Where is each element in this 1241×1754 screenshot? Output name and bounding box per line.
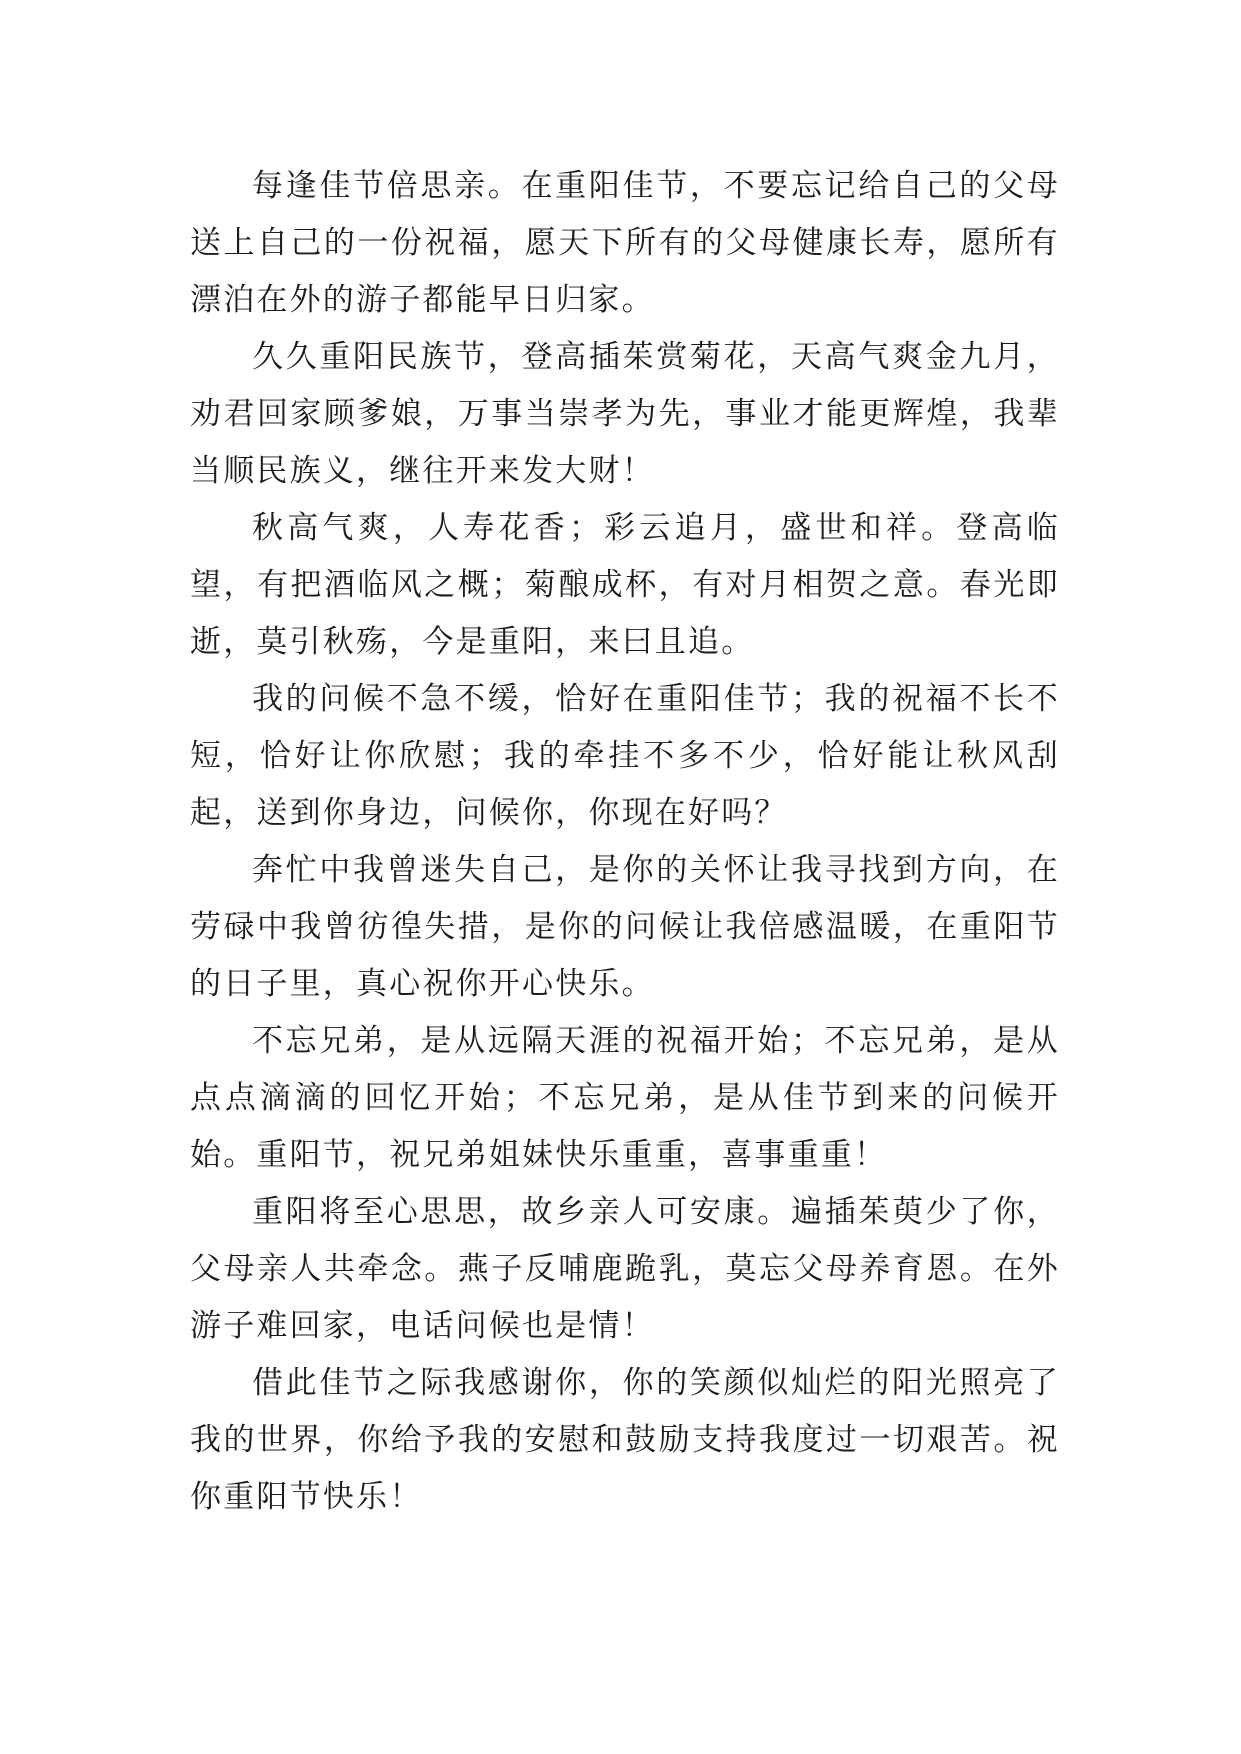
paragraph-4: 我的问候不急不缓，恰好在重阳佳节；我的祝福不长不短，恰好让你欣慰；我的牵挂不多不少，恰好能让秋风刮起，送到你身边，问候你，你现在好吗？ — [190, 681, 1060, 831]
paragraph-2: 久久重阳民族节，登高插茱赏菊花，天高气爽金九月，劝君回家顾爹娘，万事当崇孝为先，事业才能更辉煌，我辈当顺民族义，继往开来发大财！ — [190, 339, 1060, 489]
paragraph-8: 借此佳节之际我感谢你，你的笑颜似灿烂的阳光照亮了我的世界，你给予我的安慰和鼓励支持我度过一切艰苦。祝你重阳节快乐！ — [190, 1365, 1060, 1515]
document-body — [190, 158, 1060, 1526]
paragraph-5: 奔忙中我曾迷失自己，是你的关怀让我寻找到方向，在劳碌中我曾彷徨失措，是你的问候让我倍感温暖，在重阳节的日子里，真心祝你开心快乐。 — [190, 852, 1060, 1002]
paragraph-1: 每逢佳节倍思亲。在重阳佳节，不要忘记给自己的父母送上自己的一份祝福，愿天下所有的父母健康长寿，愿所有漂泊在外的游子都能早日归家。 — [190, 168, 1060, 318]
paragraph-6: 不忘兄弟，是从远隔天涯的祝福开始；不忘兄弟，是从点点滴滴的回忆开始；不忘兄弟，是从佳节到来的问候开始。重阳节，祝兄弟姐妹快乐重重，喜事重重！ — [190, 1023, 1060, 1173]
paragraph-3: 秋高气爽，人寿花香；彩云追月，盛世和祥。登高临望，有把酒临风之概；菊酿成杯，有对月相贺之意。春光即逝，莫引秋殇，今是重阳，来曰且追。 — [190, 510, 1060, 660]
paragraph-7: 重阳将至心思思，故乡亲人可安康。遍插茱萸少了你，父母亲人共牵念。燕子反哺鹿跪乳，莫忘父母养育恩。在外游子难回家，电话问候也是情！ — [190, 1194, 1060, 1344]
